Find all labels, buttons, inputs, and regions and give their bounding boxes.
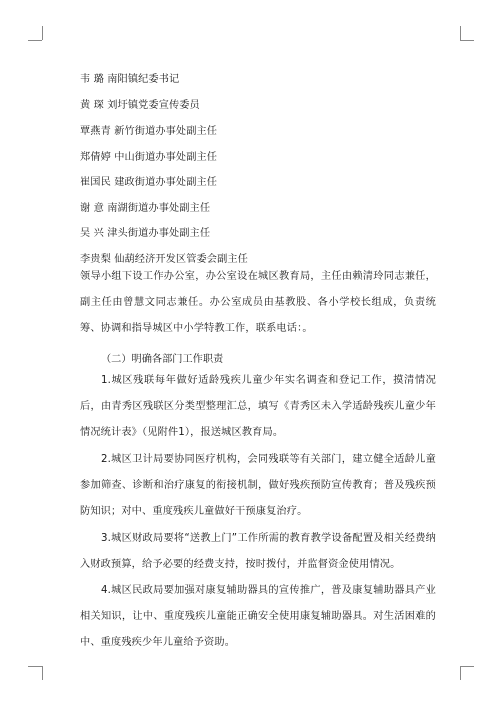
member-line: 谢 意 南湖街道办事处副主任 (80, 203, 211, 214)
crop-mark-top-right-h (460, 40, 474, 41)
duty-paragraph-1: 1.城区残联每年做好适龄残疾儿童少年实名调查和登记工作，摸清情况后，由青秀区残联区分类型整理汇总，填写《青秀区未入学适龄残疾儿童少年情况统计表》（见附件1），报送城区教育局。 (80, 375, 436, 439)
office-paragraph: 领导小组下设工作办公室，办公室设在城区教育局，主任由赖清玲同志兼任，副主任由曾慧文同志兼任。办公室成员由基教股、各小学校长组成，负责统筹、协调和指导城区中小学特教工作，联系电话：。 (80, 271, 436, 335)
member-line: 崔国民 建政街道办事处副主任 (80, 177, 218, 188)
duty-paragraph-3: 3.城区财政局要将“送教上门”工作所需的教育教学设备配置及相关经费纳入财政预算，给予必要的经费支持，按时拨付，并监督资金使用情况。 (80, 533, 436, 571)
member-line: 黄 琛 刘圩镇党委宣传委员 (80, 100, 200, 111)
member-line: 郑倩婷 中山街道办事处副主任 (80, 152, 218, 163)
member-line: 韦 璐 南阳镇纪委书记 (80, 74, 180, 85)
crop-mark-bottom-right-v (460, 666, 461, 680)
crop-mark-top-left-v (42, 26, 43, 40)
crop-mark-bottom-right-h (460, 666, 474, 667)
duty-paragraph-4: 4.城区民政局要加强对康复辅助器具的宣传推广，普及康复辅助器具产业相关知识，让中、重度残疾儿童能正确安全使用康复辅助器具。对生活困难的中、重度残疾少年儿童给予资助。 (80, 585, 436, 649)
crop-mark-bottom-left-v (42, 666, 43, 680)
member-line: 吴 兴 津头街道办事处副主任 (80, 228, 211, 239)
crop-mark-bottom-left-h (28, 666, 42, 667)
crop-mark-top-left-h (28, 40, 42, 41)
member-line: 李贵梨 仙葫经济开发区管委会副主任 (80, 254, 248, 265)
crop-mark-top-right-v (460, 26, 461, 40)
member-line: 覃燕青 新竹街道办事处副主任 (80, 126, 218, 137)
section-heading: （二）明确各部门工作职责 (101, 354, 224, 365)
duty-paragraph-2: 2.城区卫计局要协同医疗机构，会同残联等有关部门，建立健全适龄儿童参加筛查、诊断和治疗康复的衔接机制，做好残疾预防宣传教育；普及残疾预防知识；对中、重度残疾儿童做好干预康复治疗。 (80, 454, 436, 518)
